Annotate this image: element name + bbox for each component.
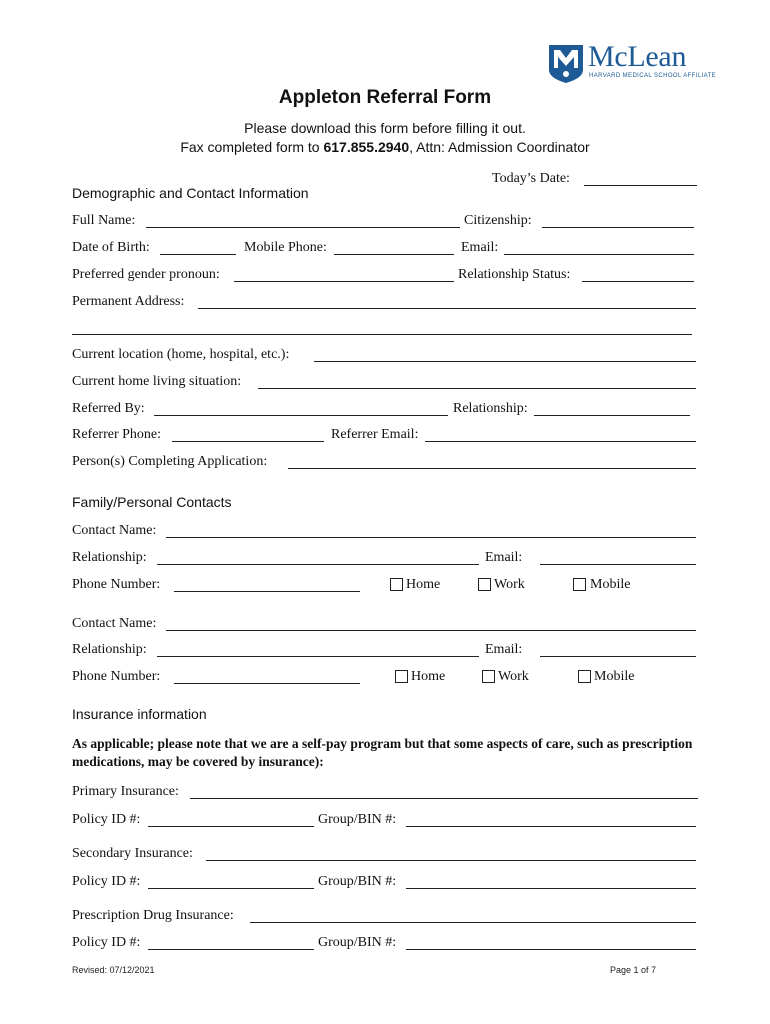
email-label: Email: — [461, 240, 499, 255]
insurance-heading: Insurance information — [72, 706, 207, 722]
contact-relationship-label: Relationship: — [72, 550, 147, 565]
prescription-insurance-label: Prescription Drug Insurance: — [72, 908, 234, 923]
pronoun-label: Preferred gender pronoun: — [72, 267, 220, 282]
fax-instruction: Fax completed form to 617.855.2940, Attn: Admission Coordinator — [180, 139, 590, 155]
mclean-shield-icon — [548, 44, 584, 84]
policy-id-field[interactable] — [148, 826, 314, 827]
contact-2-relationship-row — [72, 641, 698, 659]
work-checkbox[interactable] — [482, 670, 495, 683]
prescription-policy-row — [72, 934, 700, 952]
group-bin-label: Group/BIN #: — [318, 812, 397, 827]
contact-email-field[interactable] — [540, 564, 696, 565]
citizenship-field[interactable] — [542, 227, 694, 228]
dob-row — [72, 239, 698, 257]
todays-date-row — [492, 170, 698, 188]
demographic-heading: Demographic and Contact Information — [72, 185, 309, 201]
referred-by-row — [72, 400, 698, 418]
contact-name-field[interactable] — [166, 630, 696, 631]
contact-1-relationship-row — [72, 549, 698, 567]
group-bin-label: Group/BIN #: — [318, 874, 397, 889]
permanent-address-field-2[interactable] — [72, 334, 692, 335]
contact-email-field[interactable] — [540, 656, 696, 657]
group-bin-label: Group/BIN #: — [318, 935, 397, 950]
primary-insurance-label: Primary Insurance: — [72, 784, 179, 799]
permanent-address-field[interactable] — [198, 308, 696, 309]
logo-name: McLean — [588, 40, 687, 73]
contact-1-phone-row — [72, 576, 698, 594]
fax-number: 617.855.2940 — [323, 139, 410, 155]
work-checkbox[interactable] — [478, 578, 491, 591]
page-number: Page 1 of 7 — [610, 965, 657, 975]
permanent-address-row-2 — [72, 319, 698, 337]
secondary-policy-row — [72, 873, 700, 891]
prescription-insurance-row — [72, 907, 700, 925]
home-label: Home — [411, 669, 446, 684]
relationship-status-field[interactable] — [582, 281, 694, 282]
primary-insurance-row — [72, 783, 700, 801]
mclean-logo — [548, 40, 717, 86]
referrer-contact-row — [72, 426, 698, 444]
contact-name-label: Contact Name: — [72, 616, 157, 631]
contact-2-phone-row — [72, 668, 698, 686]
living-situation-field[interactable] — [258, 388, 696, 389]
contact-phone-label: Phone Number: — [72, 577, 161, 592]
mobile-label: Mobile — [594, 669, 635, 684]
work-label: Work — [498, 669, 529, 684]
current-location-row — [72, 346, 698, 364]
group-bin-field[interactable] — [406, 949, 696, 950]
relationship-field[interactable] — [534, 415, 690, 416]
mobile-checkbox[interactable] — [573, 578, 586, 591]
mobile-phone-label: Mobile Phone: — [244, 240, 327, 255]
dob-label: Date of Birth: — [72, 240, 150, 255]
prescription-insurance-field[interactable] — [250, 922, 696, 923]
group-bin-field[interactable] — [406, 888, 696, 889]
work-label: Work — [494, 577, 525, 592]
referred-by-label: Referred By: — [72, 401, 145, 416]
permanent-address-row — [72, 293, 698, 311]
permanent-address-label: Permanent Address: — [72, 294, 185, 309]
contact-2-name-row — [72, 615, 698, 633]
contact-email-label: Email: — [485, 550, 523, 565]
referrer-email-field[interactable] — [425, 441, 696, 442]
living-situation-row — [72, 373, 698, 391]
persons-completing-row — [72, 453, 698, 471]
policy-id-field[interactable] — [148, 949, 314, 950]
contact-relationship-label: Relationship: — [72, 642, 147, 657]
primary-insurance-field[interactable] — [190, 798, 698, 799]
group-bin-field[interactable] — [406, 826, 696, 827]
secondary-insurance-label: Secondary Insurance: — [72, 846, 193, 861]
contact-phone-field[interactable] — [174, 683, 360, 684]
policy-id-label: Policy ID #: — [72, 935, 141, 950]
contact-phone-field[interactable] — [174, 591, 360, 592]
current-location-field[interactable] — [314, 361, 696, 362]
mobile-checkbox[interactable] — [578, 670, 591, 683]
secondary-insurance-row — [72, 845, 700, 863]
policy-id-label: Policy ID #: — [72, 812, 141, 827]
home-label: Home — [406, 577, 441, 592]
dob-field[interactable] — [160, 254, 236, 255]
primary-policy-row — [72, 811, 700, 829]
contact-1-name-row — [72, 522, 698, 540]
referrer-phone-label: Referrer Phone: — [72, 427, 162, 442]
form-title: Appleton Referral Form — [278, 87, 492, 108]
persons-completing-field[interactable] — [288, 468, 696, 469]
logo-subtitle: HARVARD MEDICAL SCHOOL AFFILIATE — [589, 73, 717, 79]
contact-relationship-field[interactable] — [157, 564, 479, 565]
contact-email-label: Email: — [485, 642, 523, 657]
home-checkbox[interactable] — [395, 670, 408, 683]
family-heading: Family/Personal Contacts — [72, 494, 232, 510]
mobile-phone-field[interactable] — [334, 254, 454, 255]
contact-name-label: Contact Name: — [72, 523, 157, 538]
revised-date: Revised: 07/12/2021 — [72, 965, 155, 975]
mobile-label: Mobile — [590, 577, 631, 592]
living-situation-label: Current home living situation: — [72, 374, 242, 389]
contact-relationship-field[interactable] — [157, 656, 479, 657]
persons-completing-label: Person(s) Completing Application: — [72, 454, 268, 469]
todays-date-label: Today’s Date: — [492, 171, 570, 186]
pronoun-row — [72, 266, 698, 284]
citizenship-label: Citizenship: — [464, 213, 532, 228]
download-instruction: Please download this form before filling it out. — [244, 120, 526, 136]
contact-name-field[interactable] — [166, 537, 696, 538]
insurance-note: As applicable; please note that we are a self-pay program but that some aspects of care, such as prescription medications, may be covered by insurance): — [72, 736, 693, 769]
current-location-label: Current location (home, hospital, etc.): — [72, 347, 290, 362]
todays-date-field[interactable] — [584, 185, 697, 186]
policy-id-field[interactable] — [148, 888, 314, 889]
referrer-email-label: Referrer Email: — [331, 427, 419, 442]
relationship-status-label: Relationship Status: — [458, 267, 571, 282]
home-checkbox[interactable] — [390, 578, 403, 591]
contact-phone-label: Phone Number: — [72, 669, 161, 684]
pronoun-field[interactable] — [234, 281, 454, 282]
full-name-label: Full Name: — [72, 213, 136, 228]
full-name-row — [72, 212, 698, 230]
full-name-field[interactable] — [146, 227, 460, 228]
referrer-phone-field[interactable] — [172, 441, 324, 442]
referred-by-field[interactable] — [154, 415, 448, 416]
email-field[interactable] — [504, 254, 694, 255]
secondary-insurance-field[interactable] — [206, 860, 696, 861]
relationship-label: Relationship: — [453, 401, 528, 416]
policy-id-label: Policy ID #: — [72, 874, 141, 889]
